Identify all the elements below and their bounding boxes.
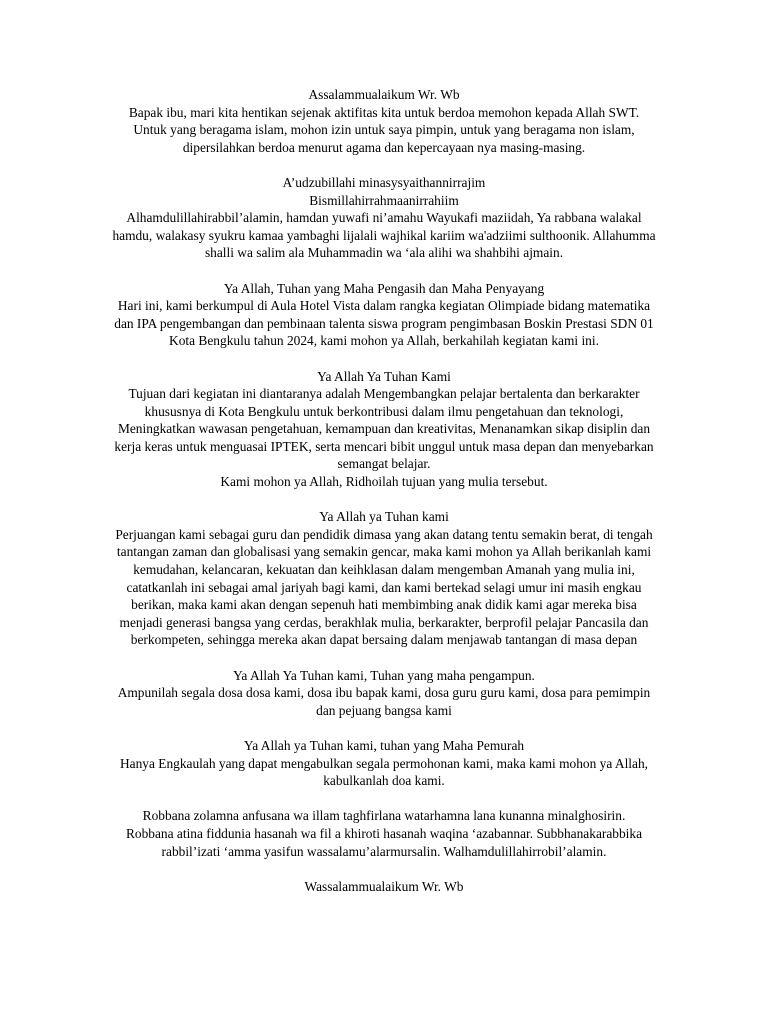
text-line: dan IPA pengembangan dan pembinaan talenta siswa program pengimbasan Boskin Prestasi SDN 01 xyxy=(114,315,654,331)
text-line: Hari ini, kami berkumpul di Aula Hotel Vista dalam rangka kegiatan Olimpiade bidang matematika xyxy=(117,298,651,314)
text-line: berkompeten, sehingga mereka akan dapat bersaing dalam menjawab tantangan di masa depan xyxy=(130,632,638,648)
paragraph-petition xyxy=(84,737,684,790)
paragraph-event xyxy=(84,280,684,350)
text-line: kemudahan, kelancaran, kekuatan dan keihklasan dalam mengemban Amanah yang mulia ini, xyxy=(133,562,635,578)
text-line: Kami mohon ya Allah, Ridhoilah tujuan yang mulia tersebut. xyxy=(220,474,548,490)
text-line: Hanya Engkaulah yang dapat mengabulkan segala permohonan kami, maka kami mohon ya Allah, xyxy=(119,755,649,771)
paragraph-goals xyxy=(84,368,684,491)
text-line: kerja keras untuk menguasai IPTEK, serta mencari bibit unggul untuk masa depan dan menyebarkan xyxy=(114,438,654,454)
text-line: Ampunilah segala dosa dosa kami, dosa ibu bapak kami, dosa guru guru kami, dosa para pemimpin xyxy=(117,685,651,701)
section-heading: Ya Allah Ya Tuhan kami, Tuhan yang maha pengampun. xyxy=(233,667,535,683)
text-line: dan pejuang bangsa kami xyxy=(316,702,452,718)
text-line: Kota Bengkulu tahun 2024, kami mohon ya Allah, berkahilah kegiatan kami ini. xyxy=(169,333,599,349)
text-line: khususnya di Kota Bengkulu untuk berkontribusi dalam ilmu pengetahuan dan teknologi, xyxy=(144,403,624,419)
text-line: Robbana atina fiddunia hasanah wa fil a khiroti hasanah waqina ‘azabannar. Subbhanakarabbika xyxy=(125,825,643,841)
text-line: berikan, maka kami akan dengan sepenuh hati membimbing anak didik kami agar mereka bisa xyxy=(131,597,637,613)
paragraph-forgiveness xyxy=(84,667,684,720)
text-line: Bismillahirrahmaanirrahiim xyxy=(309,192,459,208)
text-line: rabbil’izati ‘amma yasifun wassalamu’alarmursalin. Walhamdulillahirrobil’alamin. xyxy=(161,843,607,859)
text-line: Perjuangan kami sebagai guru dan pendidik dimasa yang akan datang tentu semakin berat, di tengah xyxy=(115,526,653,542)
text-line: Bapak ibu, mari kita hentikan sejenak aktifitas kita untuk berdoa memohon kepada Allah SWT. xyxy=(128,104,640,120)
text-line: hamdu, walakasy syukru kamaa yambaghi lijalali wajhikal kariim wa'adziimi sulthoonik. Allahumma xyxy=(112,227,656,243)
text-line: A’udzubillahi minasysyaithannirrajim xyxy=(282,174,486,190)
paragraph-opening xyxy=(84,86,684,156)
text-line: Alhamdulillahirabbil’alamin, hamdan yuwafi ni’amahu Wayukafi maziidah, Ya rabbana walakal xyxy=(126,210,642,226)
paragraph-invocation xyxy=(84,174,684,262)
text-line: semangat belajar. xyxy=(337,456,431,472)
paragraph-teachers xyxy=(84,508,684,649)
text-line: Untuk yang beragama islam, mohon izin untuk saya pimpin, untuk yang beragama non islam, xyxy=(133,122,635,138)
text-line: kabulkanlah doa kami. xyxy=(323,773,445,789)
text-line: shalli wa salim ala Muhammadin wa ‘ala alihi wa shahbihi ajmain. xyxy=(204,245,564,261)
section-heading: Ya Allah Ya Tuhan Kami xyxy=(317,368,451,384)
document-page xyxy=(84,86,684,895)
text-line: Meningkatkan wawasan pengetahuan, kemampuan dan kreativitas, Menanamkan sikap disiplin dan xyxy=(117,421,651,437)
text-line: dipersilahkan berdoa menurut agama dan kepercayaan nya masing-masing. xyxy=(182,139,586,155)
section-heading: Ya Allah, Tuhan yang Maha Pengasih dan Maha Penyayang xyxy=(223,280,545,296)
text-line: Robbana zolamna anfusana wa illam taghfirlana watarhamna lana kunanna minalghosirin. xyxy=(142,808,626,824)
text-line: catatkanlah ini sebagai amal jariyah bagi kami, dan kami bertekad selagi umur ini masih engkau xyxy=(126,579,642,595)
text-line: Tujuan dari kegiatan ini diantaranya adalah Mengembangkan pelajar bertalenta dan berkarakter xyxy=(128,386,640,402)
farewell-line: Wassalammualaikum Wr. Wb xyxy=(304,878,464,894)
text-line: tantangan zaman dan globalisasi yang semakin gencar, maka kami mohon ya Allah berikanlah kami xyxy=(116,544,652,560)
section-heading: Ya Allah ya Tuhan kami, tuhan yang Maha Pemurah xyxy=(243,737,525,753)
paragraph-closing-prayer xyxy=(84,807,684,860)
greeting-line: Assalammualaikum Wr. Wb xyxy=(308,87,460,102)
text-line: menjadi generasi bangsa yang cerdas, berakhlak mulia, berkarakter, berprofil pelajar Pancasila dan xyxy=(119,614,649,630)
paragraph-farewell xyxy=(84,878,684,896)
section-heading: Ya Allah ya Tuhan kami xyxy=(319,509,449,525)
